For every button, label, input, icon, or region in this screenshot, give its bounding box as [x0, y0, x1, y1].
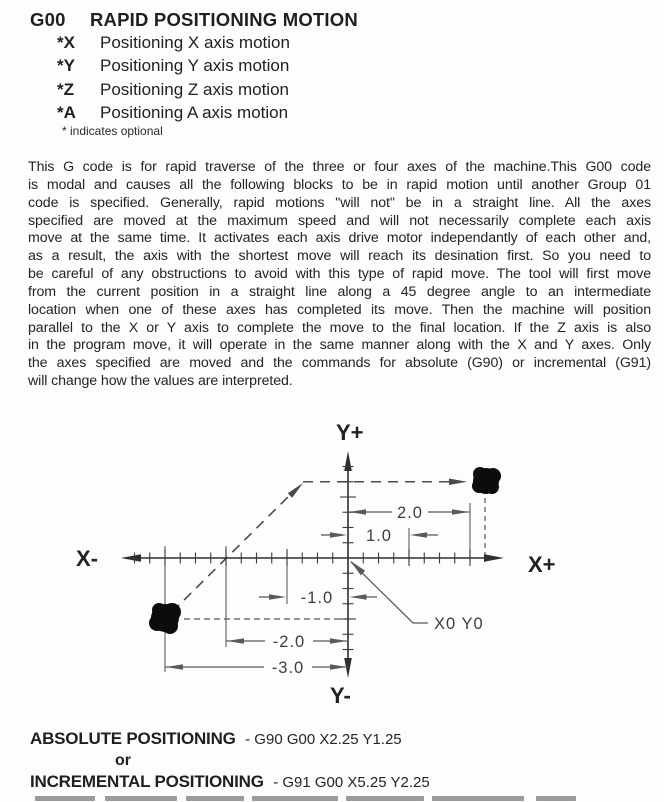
parameter-list [57, 33, 290, 126]
axis-label-y-plus: Y+ [336, 420, 364, 445]
paragraph-line: will change how the values are interpreted. [28, 373, 293, 390]
parameter-code: *A [57, 102, 76, 122]
parameter-code: *Z [57, 79, 74, 99]
path-arrowhead-horizontal [449, 479, 467, 486]
absolute-positioning-caption [30, 729, 402, 749]
rapid-motion-diagram [0, 413, 664, 713]
parameter-desc: Positioning X axis motion [100, 33, 290, 52]
parameter-desc: Positioning Y axis motion [100, 56, 290, 76]
paragraph-line: is modal and causes all the following blocks to be in rapid motion until another Group 01 [28, 176, 651, 193]
paragraph-line: in the program move, it will operate in the same manner along with the X and Y axes. Only [28, 337, 651, 354]
dim-label-minus2.0: -2.0 [272, 633, 306, 651]
y-axis-bottom-arrowhead [344, 658, 352, 678]
extension-lines [165, 503, 470, 672]
incremental-positioning-label: INCREMENTAL POSITIONING [30, 772, 264, 791]
axis-label-x-plus: X+ [528, 552, 556, 577]
path-arrowhead-diagonal [288, 483, 303, 498]
cutoff-text-fragment [105, 796, 177, 801]
paragraph-line: be careful of any obstructions to avoid with this type of rapid move. The tool will first move [28, 266, 651, 283]
incremental-positioning-code: - G91 G00 X5.25 Y2.25 [273, 774, 430, 791]
gcode-number: G00 [30, 9, 66, 30]
paragraph-line: parallel to the X or Y axis to complete the move to the final location. If the Z axis is also [28, 319, 651, 336]
cutoff-text-fragment [432, 796, 524, 801]
incremental-positioning-caption [30, 772, 430, 792]
parameter-desc: Positioning A axis motion [100, 102, 289, 122]
cutoff-text-fragment [346, 796, 424, 801]
paragraph-line: This G code is for rapid traverse of the three or four axes of the machine.This G00 code [28, 159, 651, 175]
paragraph-line: as a result, the axis with the shortest move will reach its desination first. So you need to [28, 248, 651, 265]
parameter-row-y [57, 56, 290, 79]
cutoff-text-fragment [536, 796, 576, 801]
description-paragraph [28, 159, 651, 391]
absolute-positioning-code: - G90 G00 X2.25 Y1.25 [245, 731, 402, 748]
optional-note: * indicates optional [62, 124, 163, 138]
cutoff-text-fragment [35, 796, 95, 801]
cutoff-text-fragment [252, 796, 338, 801]
x-axis-left-arrowhead [121, 554, 141, 562]
dim-label-2.0: 2.0 [397, 504, 423, 522]
axis-label-x-minus: X- [76, 546, 98, 571]
parameter-code: *X [57, 33, 75, 52]
y-axis-top-arrowhead [344, 451, 352, 471]
origin-label: X0 Y0 [434, 615, 484, 633]
paragraph-line: specified are moved at the maximum speed and will not necessarily complete each axis [28, 212, 651, 229]
or-label: or [115, 752, 131, 769]
paragraph-line: move at the same time. It activates each axis drive motor independantly of each other and, [28, 230, 651, 247]
parameter-row-x [57, 33, 290, 56]
page-title: RAPID POSITIONING MOTION [90, 9, 358, 30]
paragraph-line: location when one of these axes has completed its move. Then the machine will position [28, 301, 651, 318]
cutoff-text-fragment [186, 796, 244, 801]
paragraph-line: code is specified. Generally, rapid motions "will not" be in a straight line. All the axes [28, 194, 651, 211]
dim-label-minus3.0: -3.0 [271, 659, 305, 677]
parameter-code: *Y [57, 56, 75, 76]
x-axis-right-arrowhead [484, 554, 504, 562]
path-diagonal-45deg [172, 491, 294, 612]
parameter-desc: Positioning Z axis motion [100, 79, 289, 99]
paragraph-line: the axes specified are moved and the commands for absolute (G90) or incremental (G91) [28, 355, 651, 372]
start-point-blob [149, 603, 181, 634]
axis-label-y-minus: Y- [330, 683, 351, 708]
paragraph-line: from the current position in a straight line along a 45 degree angle to an intermediate [28, 283, 651, 300]
end-point-blob [472, 467, 501, 494]
parameter-row-z [57, 80, 290, 103]
absolute-positioning-label: ABSOLUTE POSITIONING [30, 729, 236, 748]
dim-label-minus1.0: -1.0 [300, 589, 334, 607]
parameter-row-a [57, 103, 290, 126]
dim-label-1.0: 1.0 [366, 527, 392, 545]
